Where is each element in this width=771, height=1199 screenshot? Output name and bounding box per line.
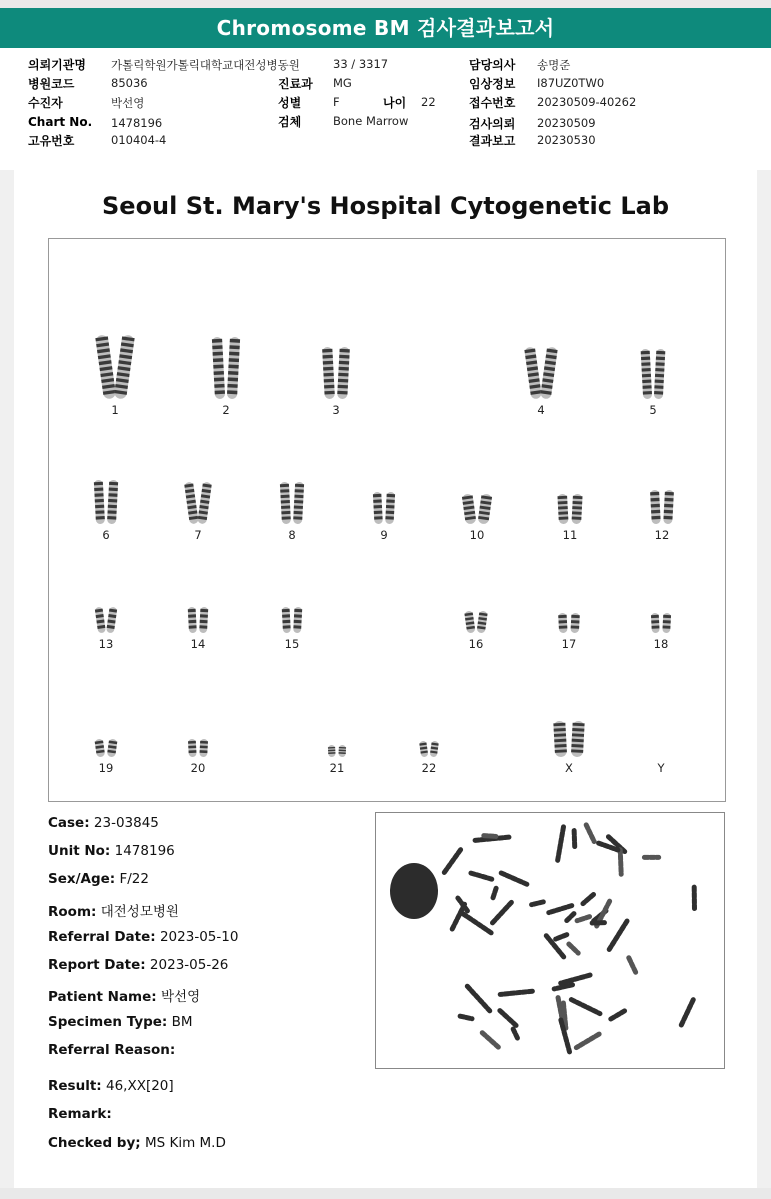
doctor-value: 송명준 <box>537 58 571 72</box>
chromosome-label-7: 7 <box>194 528 202 542</box>
metaphase-chromosome <box>482 1033 498 1047</box>
metaphase-chromosome <box>558 998 562 1019</box>
metaphase-chromosome <box>611 1011 625 1019</box>
metaphase-chromosome <box>460 1016 472 1019</box>
clinical-info-value: I87UZ0TW0 <box>537 76 605 90</box>
chromosome-pair-5 <box>638 347 668 401</box>
chromosome-pair-12 <box>647 488 677 526</box>
chromosome-pair-19 <box>92 737 120 759</box>
report-date-line <box>48 957 228 973</box>
karyogram <box>48 238 726 802</box>
chromosome-pair-7 <box>183 480 213 526</box>
patient-name-value: 박선영 <box>160 989 201 1005</box>
chromosome-label-X: X <box>565 761 573 775</box>
chromosome-label-2: 2 <box>222 403 230 417</box>
metaphase-chromosome <box>629 958 636 973</box>
unit-label: Unit No: <box>48 843 111 859</box>
metaphase-chromosome <box>444 850 461 873</box>
chromosome-label-22: 22 <box>421 761 437 775</box>
referral-date-value: 2023-05-10 <box>159 929 239 945</box>
sex-age-label: Sex/Age: <box>48 871 116 887</box>
metaphase-chromosome <box>549 906 572 913</box>
chromosome-pair-4 <box>523 345 559 401</box>
patient-name-label: Patient Name: <box>48 989 157 1005</box>
chromosome-pair-9 <box>370 490 398 526</box>
chart-no-value: 1478196 <box>111 116 163 130</box>
chromosome-label-21: 21 <box>329 761 345 775</box>
metaphase-chromosome <box>620 850 621 875</box>
chromosome-pair-3 <box>319 345 353 401</box>
result-label: Result: <box>48 1078 102 1094</box>
interphase-nucleus <box>390 863 438 919</box>
chromosome-label-10: 10 <box>469 528 485 542</box>
age-value: 22 <box>421 95 436 109</box>
sex-value: F <box>333 95 340 109</box>
chromosome-pair-20 <box>185 737 211 759</box>
accession-value: 20230509-40262 <box>537 95 637 109</box>
chromosome-label-3: 3 <box>332 403 340 417</box>
unique-no-label: 고유번호 <box>28 134 75 148</box>
patient-name-line <box>48 985 200 1005</box>
metaphase-chromosome <box>583 894 594 903</box>
patient-value: 박선영 <box>111 96 145 110</box>
metaphase-chromosome <box>574 831 575 848</box>
room-value-report: 대전성모병원 <box>100 904 179 920</box>
result-line <box>48 1078 174 1094</box>
chromosome-pair-1 <box>94 333 136 401</box>
chromosome-label-16: 16 <box>468 637 484 651</box>
chromosome-label-18: 18 <box>653 637 669 651</box>
unique-no-value: 010404-4 <box>111 133 167 147</box>
metaphase-chromosome <box>557 827 563 862</box>
checked-by-label: Checked by; <box>48 1135 141 1151</box>
referral-date-label: Referral Date: <box>48 929 156 945</box>
institution-value: 가톨릭학원가톨릭대학교대전성병동원 <box>111 58 300 72</box>
metaphase-chromosome <box>493 902 512 922</box>
chromosome-label-13: 13 <box>98 637 114 651</box>
metaphase-chromosome <box>554 985 572 989</box>
case-line <box>48 815 159 831</box>
referral-date-line <box>48 929 238 945</box>
patient-label: 수진자 <box>28 96 63 110</box>
metaphase-chromosome <box>532 902 544 905</box>
metaphase-chromosome <box>576 1034 599 1048</box>
bottom-strip <box>0 1188 771 1199</box>
metaphase-chromosome <box>577 917 589 921</box>
report-title: Chromosome BM 검사결과보고서 <box>0 8 771 48</box>
specimen-value: Bone Marrow <box>333 114 409 128</box>
report-date-value-2: 2023-05-26 <box>149 957 229 973</box>
chromosome-label-9: 9 <box>380 528 388 542</box>
chromosome-label-4: 4 <box>537 403 545 417</box>
sex-label: 성별 <box>278 96 302 110</box>
chromosome-pair-13 <box>93 605 119 635</box>
room-line <box>48 900 179 920</box>
metaphase-spread-image <box>375 812 725 1069</box>
top-strip <box>0 0 771 8</box>
metaphase-chromosome <box>471 873 492 879</box>
patient-info-panel <box>0 48 771 170</box>
case-value: 23-03845 <box>93 815 159 831</box>
remark-label: Remark: <box>48 1106 112 1122</box>
room-label: Room: <box>48 904 97 920</box>
department-label: 진료과 <box>278 77 313 91</box>
unit-value: 1478196 <box>114 843 175 859</box>
hospital-code-label: 병원코드 <box>28 77 75 91</box>
checked-by-line <box>48 1135 226 1151</box>
metaphase-chromosome <box>484 836 496 837</box>
room-value: 33 / 3317 <box>333 57 389 71</box>
accession-label: 접수번호 <box>469 96 516 110</box>
referral-reason-label: Referral Reason: <box>48 1042 176 1058</box>
metaphase-chromosome <box>467 986 489 1011</box>
chromosome-label-17: 17 <box>561 637 577 651</box>
hospital-code-value: 85036 <box>111 76 148 90</box>
chromosome-pair-14 <box>185 605 211 635</box>
chromosome-label-20: 20 <box>190 761 206 775</box>
chromosome-pair-16 <box>462 609 490 635</box>
unit-line <box>48 843 175 859</box>
chromosome-pair-6 <box>91 478 121 526</box>
chromosome-pair-21 <box>325 743 349 759</box>
sex-age-value: F/22 <box>119 871 149 887</box>
chromosome-pair-8 <box>277 480 307 526</box>
result-value: 46,XX[20] <box>105 1078 174 1094</box>
specimen-type-label: Specimen Type: <box>48 1014 168 1030</box>
chromosome-pair-17 <box>555 611 583 635</box>
chromosome-label-6: 6 <box>102 528 110 542</box>
chromosome-pair-2 <box>209 335 243 401</box>
metaphase-chromosome <box>500 991 532 994</box>
chromosome-label-11: 11 <box>562 528 578 542</box>
age-label: 나이 <box>383 96 407 110</box>
metaphase-chromosome <box>493 888 496 898</box>
metaphase-chromosome <box>609 921 627 949</box>
doctor-label: 담당의사 <box>469 58 516 72</box>
chromosome-label-5: 5 <box>649 403 657 417</box>
metaphase-chromosome <box>501 873 528 885</box>
report-date-value: 20230530 <box>537 133 596 147</box>
department-value: MG <box>333 76 352 90</box>
chromosome-pair-10 <box>459 492 495 526</box>
lab-title: Seoul St. Mary's Hospital Cytogenetic Lab <box>102 192 669 220</box>
request-date-label: 검사의뢰 <box>469 117 516 131</box>
case-label: Case: <box>48 815 90 831</box>
report-date-label: 결과보고 <box>469 134 516 148</box>
chromosome-label-12: 12 <box>654 528 670 542</box>
clinical-info-label: 임상정보 <box>469 77 516 91</box>
metaphase-chromosome <box>556 935 567 939</box>
metaphase-chromosome <box>513 1029 517 1038</box>
request-date-value: 20230509 <box>537 116 596 130</box>
chromosome-pair-X <box>549 719 589 759</box>
sex-age-line <box>48 871 149 887</box>
chart-no-label: Chart No. <box>28 115 93 129</box>
chromosome-pair-18 <box>648 611 674 635</box>
remark-line <box>48 1106 112 1122</box>
metaphase-chromosome <box>500 1011 516 1026</box>
chromosome-pair-11 <box>554 492 586 526</box>
chromosome-label-14: 14 <box>190 637 206 651</box>
specimen-type-line <box>48 1014 193 1030</box>
chromosome-label-19: 19 <box>98 761 114 775</box>
chromosome-label-Y: Y <box>657 761 665 775</box>
specimen-type-value: BM <box>171 1014 193 1030</box>
metaphase-chromosome <box>561 975 590 983</box>
metaphase-chromosome <box>586 825 594 842</box>
chromosome-pair-22 <box>417 739 441 759</box>
chromosome-label-1: 1 <box>111 403 119 417</box>
metaphase-chromosome <box>571 1000 600 1014</box>
metaphase-chromosome <box>681 1000 694 1027</box>
metaphase-chromosome <box>463 914 492 934</box>
metaphase-spread-svg <box>376 813 724 1068</box>
report-date-label-2: Report Date: <box>48 957 146 973</box>
chromosome-pair-15 <box>279 605 305 635</box>
metaphase-chromosome <box>567 914 574 921</box>
checked-by-value: MS Kim M.D <box>144 1135 226 1151</box>
referral-reason-line <box>48 1042 175 1058</box>
specimen-label: 검체 <box>278 115 302 129</box>
institution-label: 의뢰기관명 <box>28 58 86 72</box>
chromosome-label-8: 8 <box>288 528 296 542</box>
chromosome-label-15: 15 <box>284 637 300 651</box>
metaphase-chromosome <box>569 944 578 953</box>
